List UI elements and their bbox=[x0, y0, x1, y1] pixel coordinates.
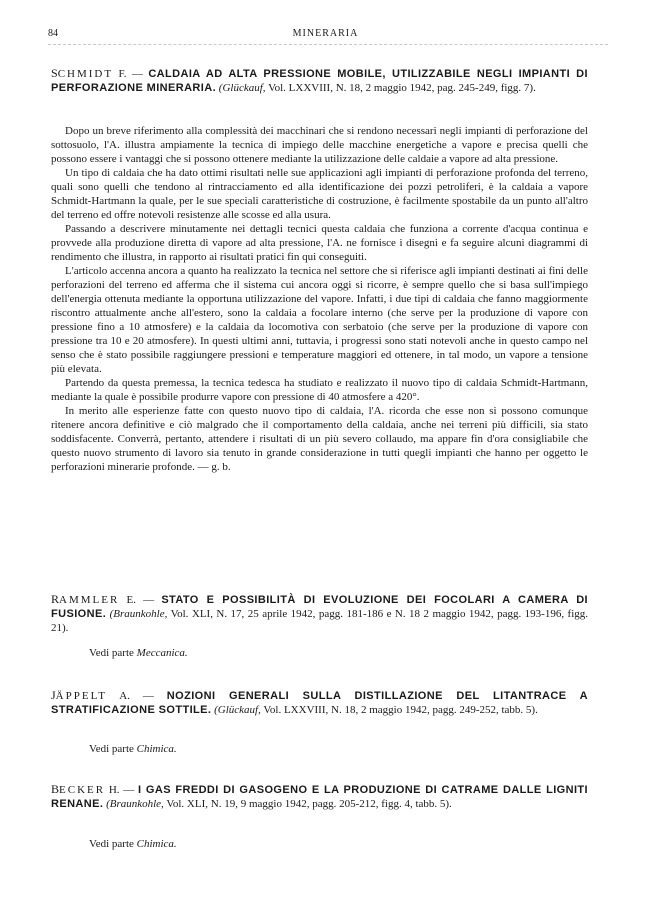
article-title: STATO E POSSIBILITÀ DI EVOLUZIONE DEI FOCOLARI A CAMERA DI FUSIONE. bbox=[51, 594, 588, 620]
citation-details: Vol. XLI, N. 19, 9 maggio 1942, pagg. 205-212, figg. 4, tabb. 5). bbox=[163, 798, 452, 810]
see-reference-rammler: Vedi parte Meccanica. bbox=[89, 647, 188, 659]
author-name: SCHMIDT bbox=[51, 66, 114, 80]
author-given: E. — bbox=[119, 594, 162, 606]
author-given: A. — bbox=[107, 690, 167, 702]
author-given: F. — bbox=[113, 68, 149, 80]
abstract-paragraph: Un tipo di caldaia che ha dato ottimi risultati nelle sue applicazioni agli impianti di perforazione profonda del terreno, quali sono quelli che tendono al rintracciamento ed alla identificazione dei pozzi petroliferi, è la caldaia a vapore Schmidt-Hartmann la quale, per le sue speciali caratteristiche di costruzione, è facilmente spostabile da un punto all'altro del terreno ed offre notevoli resistenze alle scosse ed alla usura. bbox=[51, 167, 588, 221]
citation-details: Vol. LXXVIII, N. 18, 2 maggio 1942, pagg. 249-252, tabb. 5). bbox=[260, 704, 538, 716]
abstract-paragraph: Passando a descrivere minutamente nei dettagli tecnici questa caldaia che funziona a corrente d'acqua continua e provvede alla produzione diretta di vapore ad alta pressione, l'A. ne fornisce i disegni e fa seguire alcuni diagrammi di rendimento che illustra, in rapporto ai risultati pratici fin qui conseguiti. bbox=[51, 223, 588, 263]
page-number: 84 bbox=[48, 28, 58, 39]
citation-details: Vol. LXXVIII, N. 18, 2 maggio 1942, pag. 245-249, figg. 7). bbox=[265, 82, 536, 94]
abstract-heading-rammler bbox=[51, 592, 588, 635]
see-reference-jappelt: Vedi parte Chimica. bbox=[89, 743, 177, 755]
section-link: Meccanica. bbox=[136, 647, 188, 659]
journal-name: (Glückauf, bbox=[218, 82, 266, 94]
journal-name: (Glückauf, bbox=[214, 704, 261, 716]
abstract-body-schmidt bbox=[51, 124, 588, 474]
running-title: MINERARIA bbox=[292, 28, 359, 39]
article-title: NOZIONI GENERALI SULLA DISTILLAZIONE DEL LITANTRACE A STRATIFICAZIONE SOTTILE. bbox=[51, 690, 589, 716]
abstract-heading-schmidt bbox=[51, 66, 588, 95]
author-name: BECKER bbox=[51, 782, 106, 796]
abstract-paragraph: Partendo da questa premessa, la tecnica tedesca ha studiato e realizzato il nuovo tipo di caldaia Schmidt-Hartmann, mediante la quale è possibile produrre vapore con pressione di 40 atmosfere a 420°. bbox=[51, 377, 588, 403]
journal-name: (Braunkohle, bbox=[109, 608, 168, 620]
abstract-heading-becker bbox=[51, 782, 588, 811]
abstract-paragraph: Dopo un breve riferimento alla complessità dei macchinari che si rendono necessari negli impianti di perforazione del sottosuolo, l'A. illustra ampiamente la tecnica di impiego delle macchine energetiche a vapore e precisa quelli che possono essere i vantaggi che si possono ottenere mediante la utilizzazione delle caldaie a vapore ad alta pressione. bbox=[51, 125, 588, 165]
abstract-paragraph: In merito alle esperienze fatte con questo nuovo tipo di caldaia, l'A. ricorda che esse non si possono comunque ritenere ancora definitive e ciò malgrado che il comportamento della caldaia, anche nei terreni più difficili, sia stato soddisfacente. Converrà, pertanto, attendere i risultati di un più severo collaudo, ma appare fin d'ora consigliabile che questo nuovo strumento di lavoro sia tenuto in grande considerazione in tutti quegli impianti che hanno per oggetto le perforazioni minerarie profonde. — g. b. bbox=[51, 405, 588, 473]
abstract-heading-jappelt bbox=[51, 688, 588, 717]
journal-name: (Braunkohle, bbox=[106, 798, 164, 810]
author-name: RAMMLER bbox=[51, 592, 120, 606]
article-title: I GAS FREDDI DI GASOGENO E LA PRODUZIONE DI CATRAME DALLE LIGNITI RENANE. bbox=[51, 784, 588, 810]
see-reference-becker: Vedi parte Chimica. bbox=[89, 838, 177, 850]
abstract-paragraph: L'articolo accenna ancora a quanto ha realizzato la tecnica nel settore che si riferisce agli impianti destinati ai fini delle perforazioni del terreno ed afferma che il sistema cui ancora oggi si ricorre, è sempre quello che si basa sull'impiego dell'energia ottenuta mediante la opportuna utilizzazione del vapore. Infatti, i due tipi di caldaia che fanno maggiormente riscontro attualmente anche all'estero, sono la caldaia a focolare interno (che serve per la produzione di vapore con pressione fino a 10 atmosfere) e la caldaia da locomotiva con serbatoio (che serve per la produzione di vapore con pressione tra 10 e 20 atmosfere). In questi ultimi anni, tuttavia, i progressi sono stati notevoli anche in questo campo nel senso che è stato possibile raggiungere pressioni e temperature maggiori ed ottenere, in tal modo, un vapore a tensione più elevata. bbox=[51, 265, 588, 375]
author-given: H. — bbox=[105, 784, 138, 796]
section-link: Chimica. bbox=[136, 743, 177, 755]
article-title: CALDAIA AD ALTA PRESSIONE MOBILE, UTILIZZABILE NEGLI IMPIANTI DI PERFORAZIONE MINERARIA. bbox=[51, 68, 588, 94]
section-link: Chimica. bbox=[136, 838, 177, 850]
author-name: JÄPPELT bbox=[51, 688, 107, 702]
header-divider bbox=[48, 44, 608, 45]
citation-details: Vol. XLI, N. 17, 25 aprile 1942, pagg. 181-186 e N. 18 2 maggio 1942, pagg. 193-196, figg. 21). bbox=[51, 608, 589, 634]
